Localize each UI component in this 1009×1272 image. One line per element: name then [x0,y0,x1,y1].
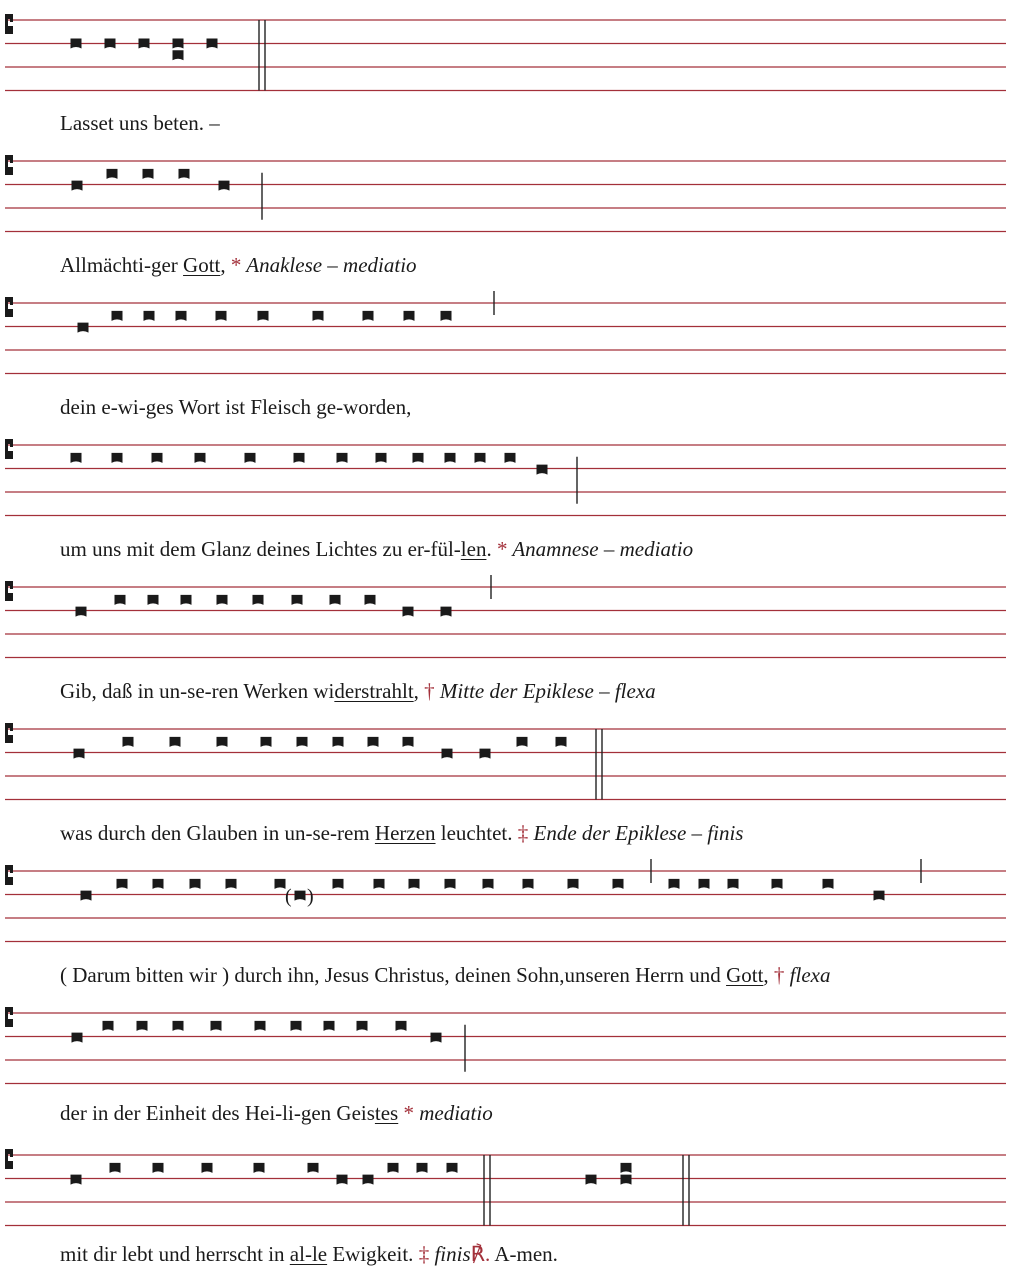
lyric-line-3 [60,395,411,419]
lyric-line-6 [60,821,743,845]
rubric-mark: ‡ [418,1242,430,1266]
neume-punctum [112,453,123,463]
lyric-line-7 [60,963,830,987]
staff-3 [5,291,1006,374]
neume-punctum [173,50,184,60]
neume-punctum [275,879,286,889]
neume-punctum [110,1163,121,1173]
neume-punctum [699,879,710,889]
neume-punctum [403,607,414,617]
rubric-label: Anamnese – mediatio [507,537,694,561]
neume-punctum [173,1021,184,1031]
neume-punctum [72,1033,83,1043]
lyric-line-9 [60,1242,558,1266]
rubric-mark: * [496,537,508,561]
neume-punctum [409,879,420,889]
neume-punctum [117,879,128,889]
lyric-text: mit dir lebt und herrscht in [60,1242,290,1266]
rubric-label: mediatio [413,1101,493,1125]
neume-punctum [71,39,82,49]
neume-punctum [105,39,116,49]
lyric-text: len [460,537,487,561]
lyric-text: der in der Einheit des Hei-li-gen Geis [60,1101,375,1125]
lyric-text: Herzen [374,821,436,845]
neume-punctum [505,453,516,463]
staff-7 [5,859,1006,942]
c-clef-icon [5,865,13,885]
neume-punctum [179,169,190,179]
lyric-text: al-le [289,1242,328,1266]
c-clef-icon [5,581,13,601]
lyric-text: ( Darum bitten wir ) durch ihn, Jesus Christus, deinen Sohn, [60,963,565,987]
rubric-mark: * [230,253,242,277]
neume-punctum [365,595,376,605]
neume-punctum [137,1021,148,1031]
neume-punctum [255,1021,266,1031]
rubric-label: Anaklese – mediatio [241,253,417,277]
staff-1 [5,14,1006,91]
neume-punctum [71,453,82,463]
neume-punctum [71,1175,82,1185]
neume-punctum [181,595,192,605]
neume-punctum [123,737,134,747]
neume-punctum [216,311,227,321]
neume-punctum [613,879,624,889]
neume-punctum [297,737,308,747]
lyric-text: leuchtet. [435,821,518,845]
neume-punctum [368,737,379,747]
lyric-line-4 [60,537,693,561]
neume-punctum [442,749,453,759]
rubric-mark: ‡ [517,821,529,845]
lyric-text: um uns mit dem Glanz deines Lichtes zu er-fül- [60,537,461,561]
c-clef-icon [5,439,13,459]
neume-punctum [308,1163,319,1173]
lyric-line-1 [60,111,220,135]
neume-punctum [144,311,155,321]
neume-punctum [170,737,181,747]
staff-4 [5,439,1006,516]
paren-close: ) [307,885,314,908]
neume-punctum [417,1163,428,1173]
neume-punctum [396,1021,407,1031]
neume-punctum [874,891,885,901]
neume-punctum [403,737,414,747]
neume-punctum [202,1163,213,1173]
paren-open: ( [285,885,292,908]
neume-punctum [72,181,83,191]
neume-punctum [81,891,92,901]
neume-punctum [294,453,305,463]
neume-punctum [363,1175,374,1185]
staff-6 [5,723,1006,800]
staff-5 [5,575,1006,658]
neume-punctum [254,1163,265,1173]
lyric-line-8 [60,1101,493,1125]
neume-punctum [148,595,159,605]
neume-punctum [313,311,324,321]
neume-punctum [211,1021,222,1031]
neume-punctum [207,39,218,49]
neume-punctum [447,1163,458,1173]
neume-punctum [292,595,303,605]
neume-punctum [176,311,187,321]
neume-punctum [480,749,491,759]
neume-punctum [728,879,739,889]
neume-punctum [357,1021,368,1031]
neume-punctum [374,879,385,889]
neume-punctum [153,1163,164,1173]
neume-punctum [445,879,456,889]
neume-punctum [441,311,452,321]
neume-punctum [376,453,387,463]
neume-punctum [772,879,783,889]
neume-punctum [363,311,374,321]
neume-punctum [173,39,184,49]
lyric-line-2 [60,253,417,277]
neume-punctum [333,879,344,889]
neume-punctum [139,39,150,49]
neume-punctum [78,323,89,333]
neume-punctum [621,1175,632,1185]
lyric-text: Lasset uns beten. – [60,111,220,135]
neume-punctum [441,607,452,617]
c-clef-icon [5,1007,13,1027]
neume-punctum [143,169,154,179]
lyric-text: Gott [183,253,221,277]
neume-punctum [258,311,269,321]
lyric-text: Gib, daß in un-se-ren Werken wi [60,679,335,703]
neume-punctum [74,749,85,759]
neume-punctum [337,1175,348,1185]
c-clef-icon [5,723,13,743]
neume-punctum [153,879,164,889]
lyric-line-5 [60,679,656,703]
neume-punctum [76,607,87,617]
neume-punctum [431,1033,442,1043]
rubric-mark: † [424,679,435,703]
neume-punctum [219,181,230,191]
lyric-text: Ewigkeit. [327,1242,419,1266]
c-clef-icon [5,155,13,175]
rubric-label: Mitte der Epiklese – flexa [434,679,656,703]
neume-punctum [523,879,534,889]
neume-punctum [190,879,201,889]
lyric-text: Gott [726,963,764,987]
lyric-text: , [220,253,231,277]
lyric-text: , [413,679,425,703]
c-clef-icon [5,14,13,34]
staff-8 [5,1007,1006,1084]
neume-punctum [388,1163,399,1173]
lyric-text: unseren Herrn und [564,963,727,987]
neume-punctum [115,595,126,605]
neume-punctum [333,737,344,747]
neume-punctum [103,1021,114,1031]
staff-2 [5,155,1006,232]
rubric-label: flexa [784,963,831,987]
neume-punctum [291,1021,302,1031]
neume-punctum [669,879,680,889]
neume-punctum [568,879,579,889]
lyric-text: Allmächti-ger [60,253,184,277]
rubric-mark: † [773,963,785,987]
neume-punctum [621,1163,632,1173]
lyric-text: derstrahlt [334,679,414,703]
rubric-label: finis [429,1242,471,1266]
neume-punctum [112,311,123,321]
neume-punctum [217,737,228,747]
neume-punctum [404,311,415,321]
neume-punctum [107,169,118,179]
rubric-label: Ende der Epiklese – finis [528,821,744,845]
neume-punctum [245,453,256,463]
lyric-text: . [486,537,497,561]
lyric-text: A-men. [490,1242,558,1266]
lyric-text: dein e-wi-ges Wort ist Fleisch ge-worden, [60,395,412,419]
neume-punctum [475,453,486,463]
neume-punctum [195,453,206,463]
staff-9 [5,1149,1006,1226]
neume-punctum [152,453,163,463]
neume-punctum [823,879,834,889]
neume-punctum [261,737,272,747]
neume-punctum [586,1175,597,1185]
neume-punctum [324,1021,335,1031]
neume-punctum [226,879,237,889]
neume-punctum [445,453,456,463]
neume-punctum [413,453,424,463]
c-clef-icon [5,1149,13,1169]
neume-punctum [483,879,494,889]
neume-punctum [337,453,348,463]
neume-punctum [295,891,306,901]
neume-punctum [556,737,567,747]
rubric-mark: * [403,1101,414,1125]
neume-punctum [253,595,264,605]
neume-punctum [537,465,548,475]
lyric-text: was durch den Glauben in un-se-rem [60,821,375,845]
lyric-text: tes [374,1101,399,1125]
rubric-mark: ℟. [470,1242,491,1266]
lyric-text: , [763,963,774,987]
neume-punctum [330,595,341,605]
neume-punctum [517,737,528,747]
c-clef-icon [5,297,13,317]
neume-punctum [217,595,228,605]
